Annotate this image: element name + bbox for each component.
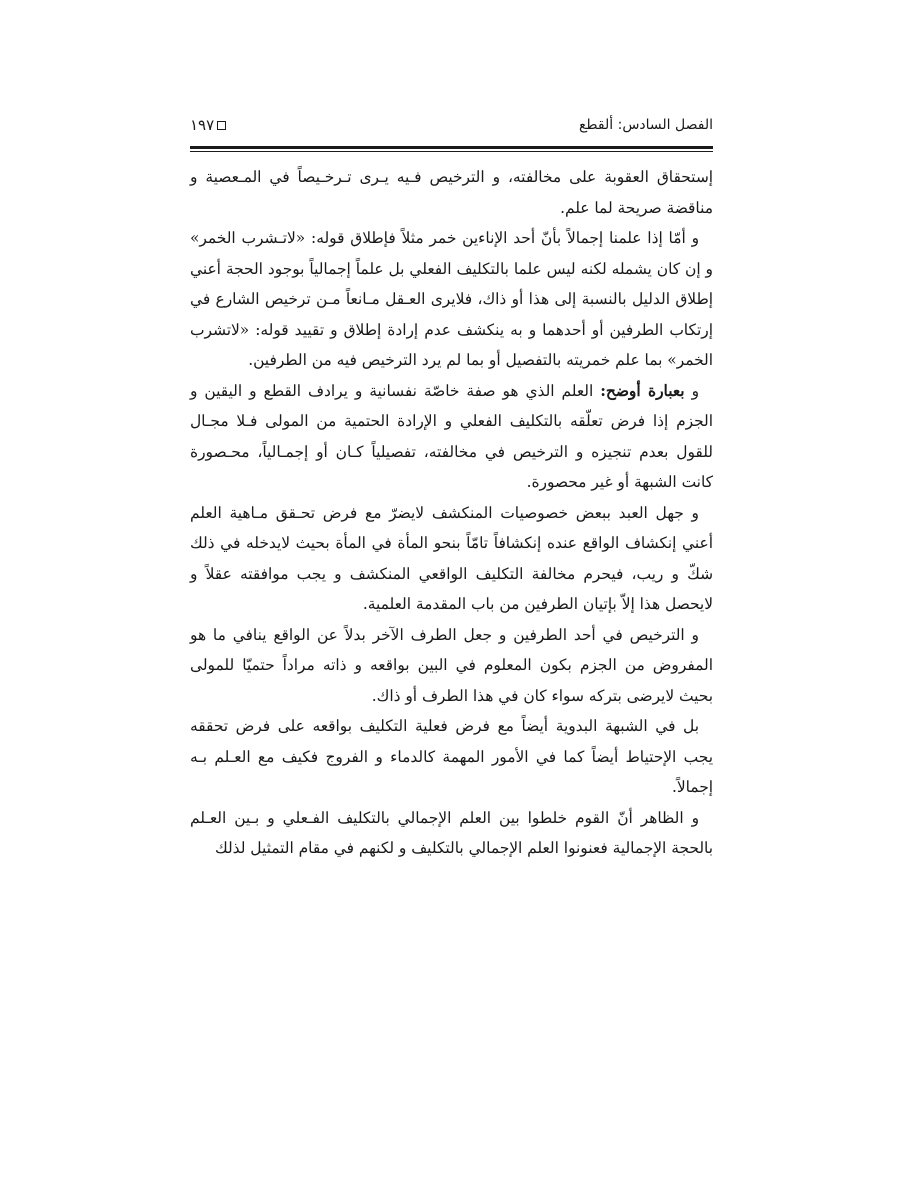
book-page <box>190 112 713 864</box>
paragraph-1: إستحقاق العقوبة على مخالفته، و الترخيص فـيه يـرى تـرخـيصاً في المـعصية و مناقضة صريحة لما علم. <box>190 168 713 217</box>
header-rule-thick <box>190 146 713 149</box>
paragraph-3-rest: العلم الذي هو صفة خاصّة نفسانية و يرادف القطع و اليقين و الجزم إذا فرض تعلّقه بالتكليف الفعلي و الإرادة الحتمية من المولى فـلا مجـال للقول بعدم تنجيزه و الترخيص في مخالفته، تفصيلياً كـان أو إجمـالياً، محـصورة كانت الشبهة أو غير محصورة. <box>190 381 713 491</box>
paragraph-4: و جهل العبد ببعض خصوصيات المنكشف لايضرّ مع فرض تحـقق مـاهية العلم أعني إنكشاف الواقع عنده إنكشافاً تامّاً بنحو المأة في المأة بحيث لايدخله في ذلك شكّ و ريب، فيحرم مخالفة التكليف الواقعي المنكشف و يجب موافقته عقلاً و لايحصل هذا إلاّ بإتيان الطرفين من باب المقدمة العلمية. <box>190 503 713 613</box>
paragraph-6: بل في الشبهة البدوية أيضاً مع فرض فعلية التكليف بواقعه على فرض تحققه يجب الإحتياط أيضاً كما في الأمور المهمة كالدماء و الفروج فكيف مع العـلم بـه إجمالاً. <box>190 717 713 796</box>
running-header <box>190 112 713 138</box>
paragraph-3-bold-phrase: بعبارة أوضح: <box>600 381 685 400</box>
paragraph-7: و الظاهر أنّ القوم خلطوا بين العلم الإجمالي بالتكليف الفـعلي و بـين العـلم بالحجة الإجمالية فعنونوا العلم الإجمالي بالتكليف و لكنهم في مقام التمثيل لذلك <box>190 808 713 857</box>
paragraph-3 <box>190 376 713 498</box>
paragraph-3-lead: و <box>684 381 700 400</box>
header-rule-thin <box>190 151 713 152</box>
paragraph-2: و أمّا إذا علمنا إجمالاً بأنّ أحد الإناءين خمر مثلاً فإطلاق قوله: «لاتـشرب الخمر» و إن كان يشمله لكنه ليس علما بالتكليف الفعلي بل علماً إجمالياً بوجود الحجة أعني إطلاق الدليل بالنسبة إلى هذا أو ذاك، فلايرى العـقل مـانعاً مـن ترخيص الشارع في إرتكاب الطرفين أو أحدهما و به ينكشف عدم إرادة إطلاق و تقييد قوله: «لاتشرب الخمر» بما علم خمريته بالتفصيل أو بما لم يرد الترخيص فيه من الطرفين. <box>190 229 713 369</box>
chapter-title: الفصل السادس: ألقطع <box>578 117 713 133</box>
paragraph-5: و الترخيص في أحد الطرفين و جعل الطرف الآخر بدلاً عن الواقع ينافي ما هو المفروض من الجزم بكون المعلوم في البين بواقعه و ذاته مراداً حتميّا للمولى بحيث لايرضى بتركه سواء كان في هذا الطرف أو ذاك. <box>190 625 713 705</box>
body-text <box>190 162 713 864</box>
page-number: ١٩٧ <box>190 116 215 134</box>
page-number-block <box>190 116 226 134</box>
square-bullet-icon <box>217 121 226 130</box>
